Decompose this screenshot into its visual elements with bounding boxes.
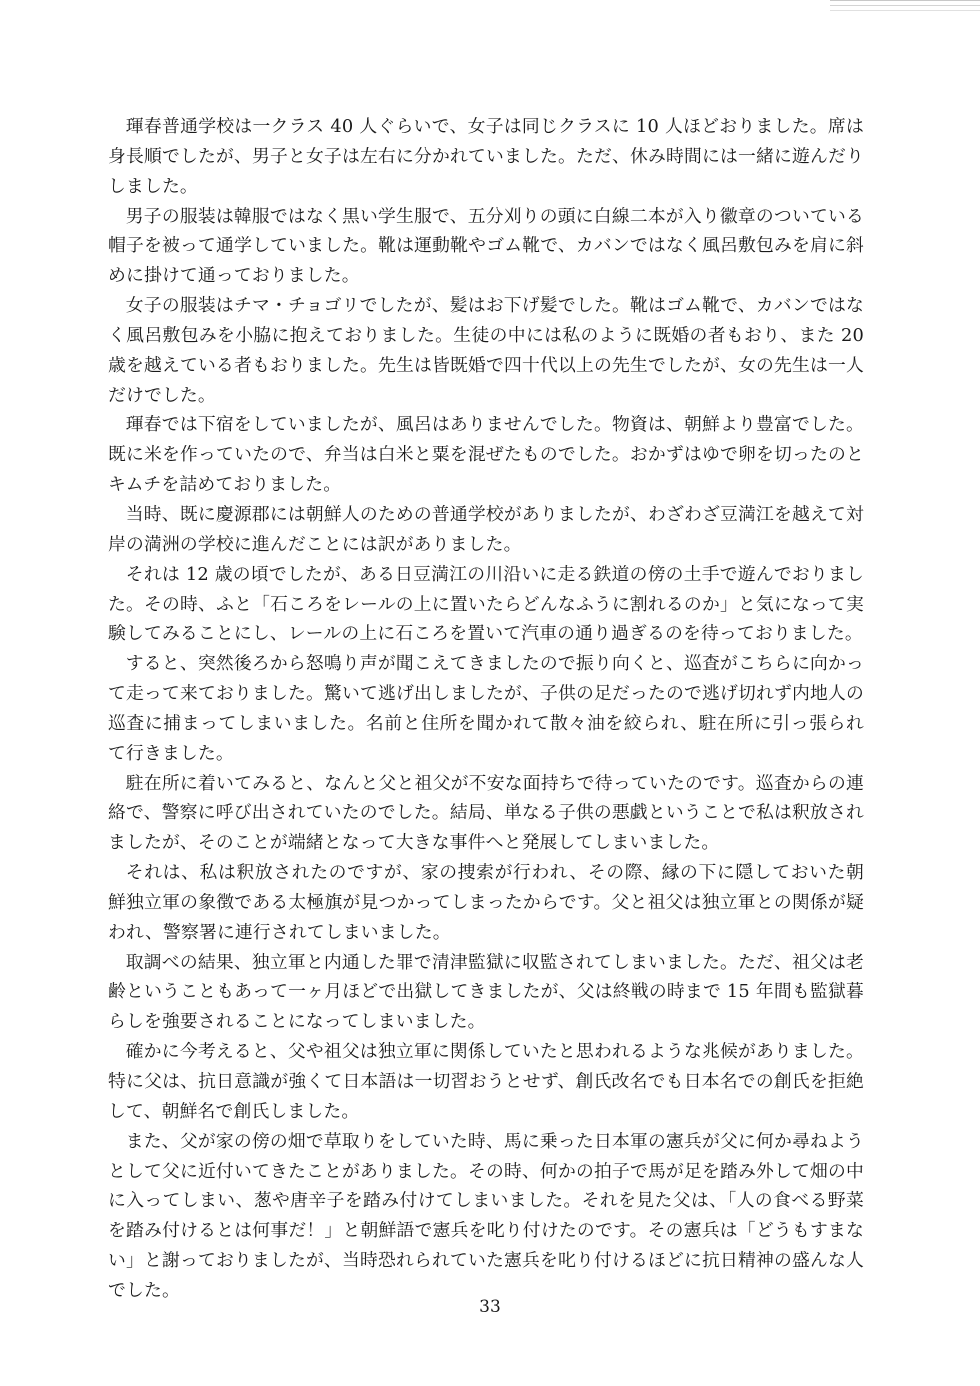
paragraph: すると、突然後ろから怒鳴り声が聞こえてきましたので振り向くと、巡査がこちらに向かって走って来ておりました。驚いて逃げ出しましたが、子供の足だったので逃げ切れず内地人の巡査に捕まってしまいました。名前と住所を聞かれて散々油を絞られ、駐在所に引っ張られて行きました。 — [108, 653, 864, 764]
document-body — [108, 112, 864, 1306]
paragraph: 確かに今考えると、父や祖父は独立軍に関係していたと思われるような兆候がありました。特に父は、抗日意識が強くて日本語は一切習おうとせず、創氏改名でも日本名での創氏を拒絶して、朝鮮名で創氏しました。 — [108, 1041, 864, 1122]
paragraph: 駐在所に着いてみると、なんと父と祖父が不安な面持ちで待っていたのです。巡査からの連絡で、警察に呼び出されていたのでした。結局、単なる子供の悪戯ということで私は釈放されましたが、そのことが端緒となって大きな事件へと発展してしまいました。 — [108, 772, 864, 854]
paragraph: 琿春では下宿をしていましたが、風呂はありませんでした。物資は、朝鮮より豊富でした。既に米を作っていたので、弁当は白米と粟を混ぜたものでした。おかずはゆで卵を切ったのとキムチを詰めておりました。 — [108, 414, 864, 496]
scan-edge-lines — [830, 0, 980, 15]
paragraph: それは 12 歳の頃でしたが、ある日豆満江の川沿いに走る鉄道の傍の土手で遊んでおりました。その時、ふと「石ころをレールの上に置いたらどんなふうに割れるのか」と気になって実験してみることにし、レールの上に石ころを置いて汽車の通り過ぎるのを待っておりました。 — [108, 563, 864, 645]
paragraph: 取調べの結果、独立軍と内通した罪で清津監獄に収監されてしまいました。ただ、祖父は老齢ということもあって一ヶ月ほどで出獄してきましたが、父は終戦の時まで 15 年間も監獄暮らしを強要されることになってしまいました。 — [108, 951, 864, 1033]
paragraph: また、父が家の傍の畑で草取りをしていた時、馬に乗った日本軍の憲兵が父に何か尋ねようとして父に近付いてきたことがありました。その時、何かの拍子で馬が足を踏み外して畑の中に入ってしまい、葱や唐辛子を踏み付けてしまいました。それを見た父は、「人の食べる野菜を踏み付けるとは何事だ！」と朝鮮語で憲兵を叱り付けたのです。その憲兵は「どうもすまない」と謝っておりましたが、当時恐れられていた憲兵を叱り付けるほどに抗日精神の盛んな人でした。 — [108, 1130, 864, 1301]
paragraph: 男子の服装は韓服ではなく黒い学生服で、五分刈りの頭に白線二本が入り徽章のついている帽子を被って通学していました。靴は運動靴やゴム靴で、カバンではなく風呂敷包みを肩に斜めに掛けて通っておりました。 — [108, 205, 864, 287]
paragraph: それは、私は釈放されたのですが、家の捜索が行われ、その際、縁の下に隠しておいた朝鮮独立軍の象徴である太極旗が見つかってしまったからです。父と祖父は独立軍との関係が疑われ、警察署に連行されてしまいました。 — [108, 862, 864, 943]
paragraph: 琿春普通学校は一クラス 40 人ぐらいで、女子は同じクラスに 10 人ほどおりました。席は身長順でしたが、男子と女子は左右に分かれていました。ただ、休み時間には一緒に遊んだりしました。 — [108, 116, 864, 197]
paragraph: 女子の服装はチマ・チョゴリでしたが、髪はお下げ髪でした。靴はゴム靴で、カバンではなく風呂敷包みを小脇に抱えておりました。生徒の中には私のように既婚の者もおり、また 20 歳を越えている者もおりました。先生は皆既婚で四十代以上の先生でしたが、女の先生は一人だけでした。 — [108, 295, 864, 406]
paragraph: 当時、既に慶源郡には朝鮮人のための普通学校がありましたが、わざわざ豆満江を越えて対岸の満洲の学校に進んだことには訳がありました。 — [108, 503, 864, 555]
page-number: 33 — [479, 1297, 501, 1317]
